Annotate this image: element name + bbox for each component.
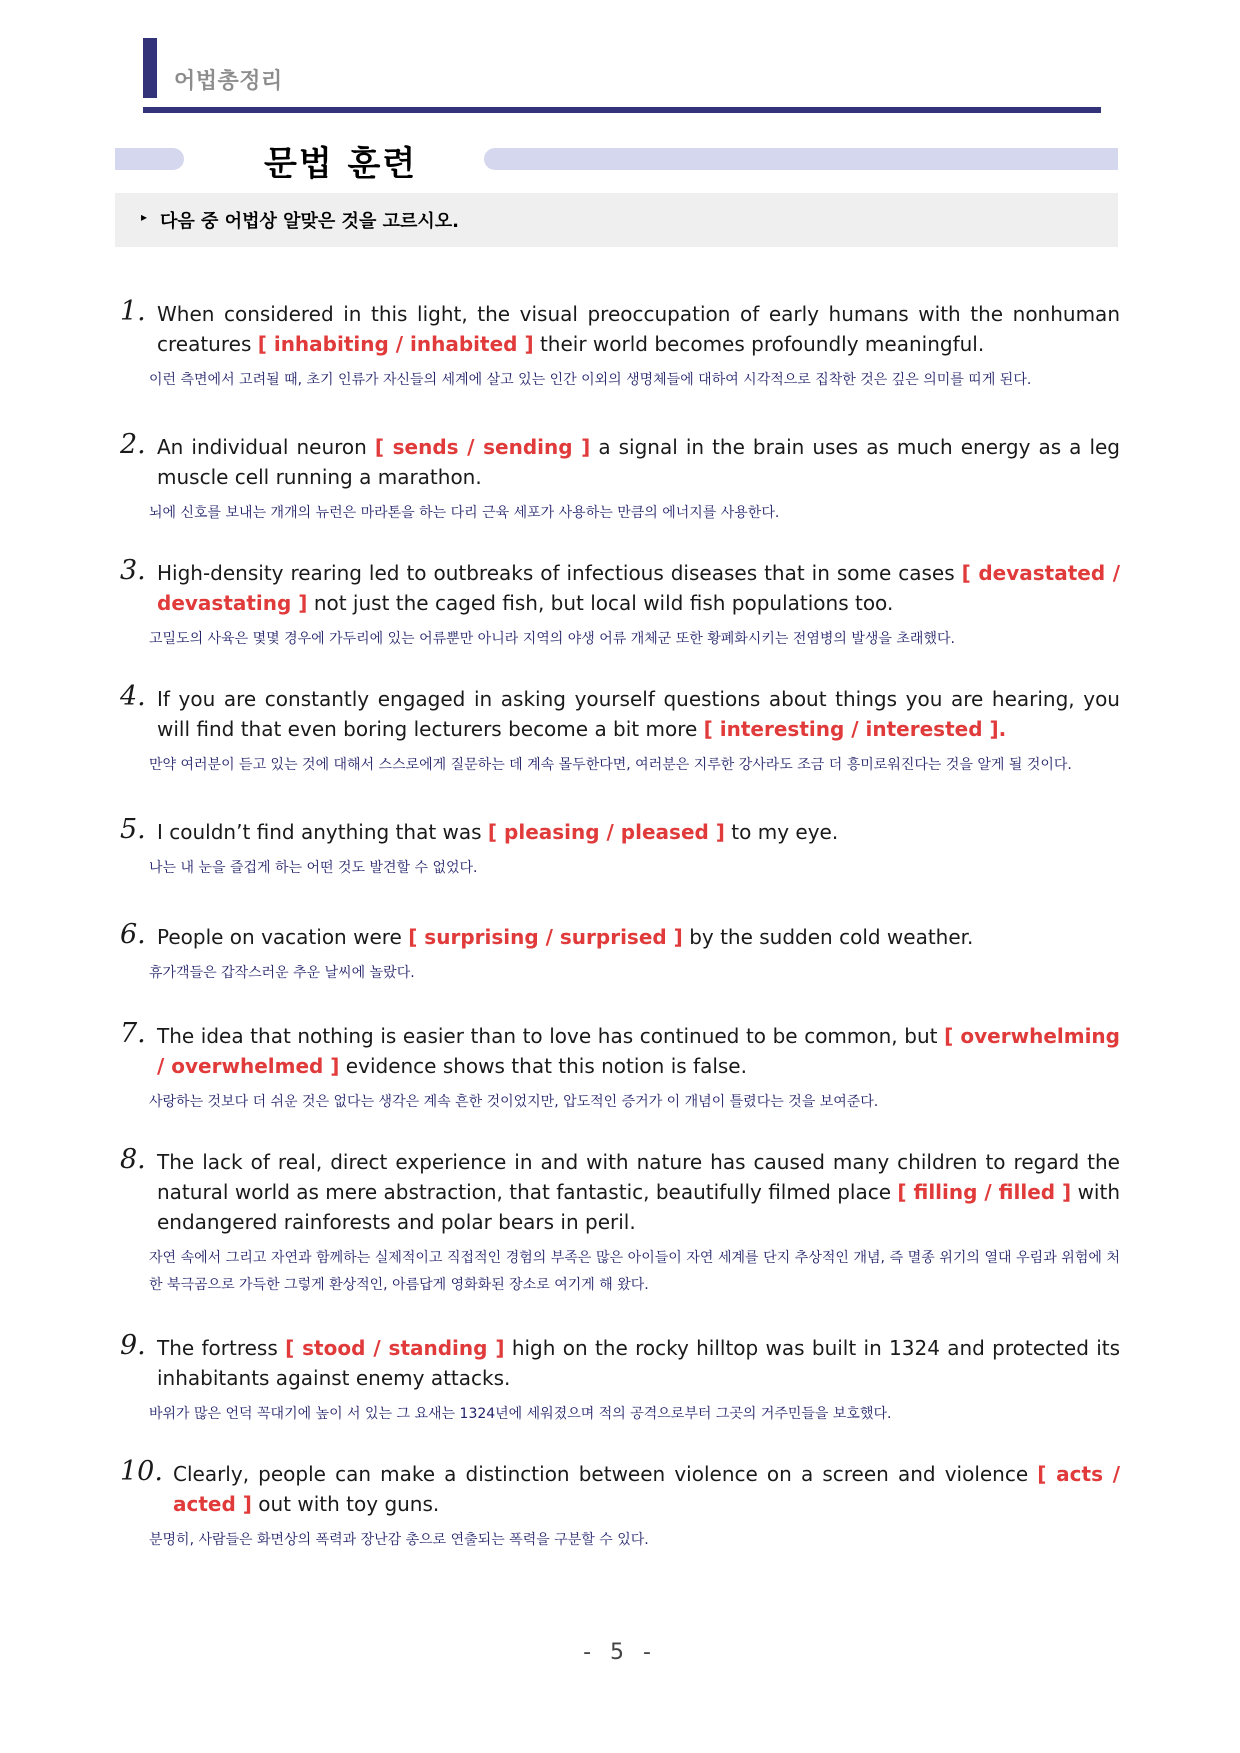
- answer-options[interactable]: [ surprising / surprised ]: [408, 925, 683, 949]
- translation: 자연 속에서 그리고 자연과 함께하는 실제적이고 직접적인 경험의 부족은 많은 아이들이 자연 세계를 단지 추상적인 개념, 즉 멸종 위기의 열대 우림과 위험에 처한 북극곰으로 가득한 그렇게 환상적인, 아름답게 영화화된 장소로 여기게 해 왔다.: [149, 1250, 1120, 1293]
- answer-options[interactable]: [ filling / filled ]: [897, 1180, 1072, 1204]
- translation: 분명히, 사람들은 화면상의 폭력과 장난감 총으로 연출되는 폭력을 구분할 수 있다.: [149, 1532, 649, 1548]
- answer-options[interactable]: [ inhabiting / inhabited ]: [257, 332, 534, 356]
- question-5: [120, 814, 1120, 882]
- question-after: by the sudden cold weather.: [689, 925, 974, 949]
- section-title: 문법 훈련: [264, 144, 418, 184]
- section-band-right: [484, 148, 1118, 170]
- question-number: 9.: [120, 1330, 146, 1361]
- question-text: [157, 1333, 1120, 1393]
- question-before: I couldn’t find anything that was: [157, 820, 482, 844]
- question-3: [120, 555, 1121, 653]
- question-text: [173, 1459, 1120, 1519]
- header-title: 어법총정리: [174, 69, 283, 94]
- question-4: [120, 681, 1120, 779]
- question-text: [157, 684, 1120, 744]
- instruction-box: [115, 193, 1118, 247]
- question-text: [157, 432, 1120, 492]
- question-text: [157, 922, 1120, 952]
- question-before: When considered in this light, the visual preoccupation of early humans with the nonhuman creatures: [157, 302, 1120, 356]
- question-before: High-density rearing led to outbreaks of infectious diseases that in some cases: [157, 561, 955, 585]
- question-9: [120, 1330, 1121, 1428]
- question-number: 1.: [120, 296, 146, 327]
- question-number: 3.: [120, 555, 146, 586]
- question-after: not just the caged fish, but local wild fish populations too.: [313, 591, 894, 615]
- instruction-text: 다음 중 어법상 알맞은 것을 고르시오.: [160, 211, 459, 232]
- question-after: to my eye.: [731, 820, 839, 844]
- question-before: People on vacation were: [157, 925, 402, 949]
- question-after: evidence shows that this notion is false.: [345, 1054, 747, 1078]
- question-before: If you are constantly engaged in asking yourself questions about things you are hearing, you will find that even boring lecturers become a bit more: [157, 687, 1120, 741]
- translation: 바위가 많은 언덕 꼭대기에 높이 서 있는 그 요새는 1324년에 세워졌으며 적의 공격으로부터 그곳의 거주민들을 보호했다.: [149, 1406, 892, 1422]
- translation: 휴가객들은 갑작스러운 추운 날씨에 놀랐다.: [149, 965, 415, 981]
- answer-options[interactable]: [ interesting / interested ].: [703, 717, 1007, 741]
- question-8: [120, 1144, 1121, 1299]
- question-number: 7.: [120, 1018, 146, 1049]
- question-number: 6.: [120, 919, 146, 950]
- header-divider: [143, 107, 1101, 113]
- page-number: - 5 -: [583, 1640, 657, 1665]
- triangle-bullet-icon: ▸: [141, 210, 148, 224]
- question-text: [157, 1147, 1120, 1237]
- answer-options[interactable]: [ sends / sending ]: [374, 435, 591, 459]
- question-after: with endangered rainforests and polar bears in peril.: [157, 1180, 1121, 1234]
- translation: 고밀도의 사육은 몇몇 경우에 가두리에 있는 어류뿐만 아니라 지역의 야생 어류 개체군 또한 황폐화시키는 전염병의 발생을 초래했다.: [149, 631, 955, 647]
- question-number: 4.: [120, 681, 146, 712]
- translation: 사랑하는 것보다 더 쉬운 것은 없다는 생각은 계속 흔한 것이었지만, 압도적인 증거가 이 개념이 틀렸다는 것을 보여준다.: [149, 1094, 879, 1110]
- question-number: 8.: [120, 1144, 146, 1175]
- question-number: 2.: [120, 429, 146, 460]
- question-text: [157, 299, 1120, 359]
- translation: 만약 여러분이 듣고 있는 것에 대해서 스스로에게 질문하는 데 계속 몰두한다면, 여러분은 지루한 강사라도 조금 더 흥미로워진다는 것을 알게 될 것이다.: [149, 757, 1072, 773]
- question-after: out with toy guns.: [258, 1492, 440, 1516]
- answer-options[interactable]: [ overwhelming / overwhelmed ]: [157, 1024, 1120, 1078]
- question-2: [120, 429, 1121, 527]
- translation: 이런 측면에서 고려될 때, 초기 인류가 자신들의 세계에 살고 있는 인간 이외의 생명체들에 대하여 시각적으로 집착한 것은 깊은 의미를 띠게 된다.: [149, 372, 1032, 388]
- question-after: their world becomes profoundly meaningful.: [539, 332, 985, 356]
- question-text: [157, 1021, 1120, 1081]
- answer-options[interactable]: [ devastated / devastating ]: [157, 561, 1121, 615]
- question-before: The fortress: [157, 1336, 278, 1360]
- answer-options[interactable]: [ pleasing / pleased ]: [487, 820, 725, 844]
- question-number: 5.: [120, 814, 146, 845]
- answer-options[interactable]: [ acts / acted ]: [173, 1462, 1121, 1516]
- question-6: [120, 919, 1120, 987]
- question-after: a signal in the brain uses as much energy as a leg muscle cell running a marathon.: [157, 435, 1121, 489]
- question-before: The idea that nothing is easier than to love has continued to be common, but: [157, 1024, 938, 1048]
- question-before: An individual neuron: [157, 435, 367, 459]
- question-1: [120, 296, 1120, 394]
- question-number: 10.: [120, 1456, 163, 1487]
- translation: 나는 내 눈을 즐겁게 하는 어떤 것도 발견할 수 없었다.: [149, 860, 478, 876]
- question-text: [157, 817, 1120, 847]
- answer-options[interactable]: [ stood / standing ]: [285, 1336, 505, 1360]
- question-before: The lack of real, direct experience in and with nature has caused many children to regard the natural world as mere abstraction, that fantastic, beautifully filmed place: [157, 1150, 1120, 1204]
- question-text: [157, 558, 1120, 618]
- question-7: [120, 1018, 1120, 1116]
- question-after: high on the rocky hilltop was built in 1324 and protected its inhabitants against enemy attacks.: [157, 1336, 1121, 1390]
- question-10: [120, 1456, 1121, 1554]
- section-band-left: [115, 148, 184, 170]
- translation: 뇌에 신호를 보내는 개개의 뉴런은 마라톤을 하는 다리 근육 세포가 사용하는 만큼의 에너지를 사용한다.: [149, 505, 780, 521]
- header-accent-bar: [143, 38, 157, 98]
- question-before: Clearly, people can make a distinction between violence on a screen and violence: [173, 1462, 1029, 1486]
